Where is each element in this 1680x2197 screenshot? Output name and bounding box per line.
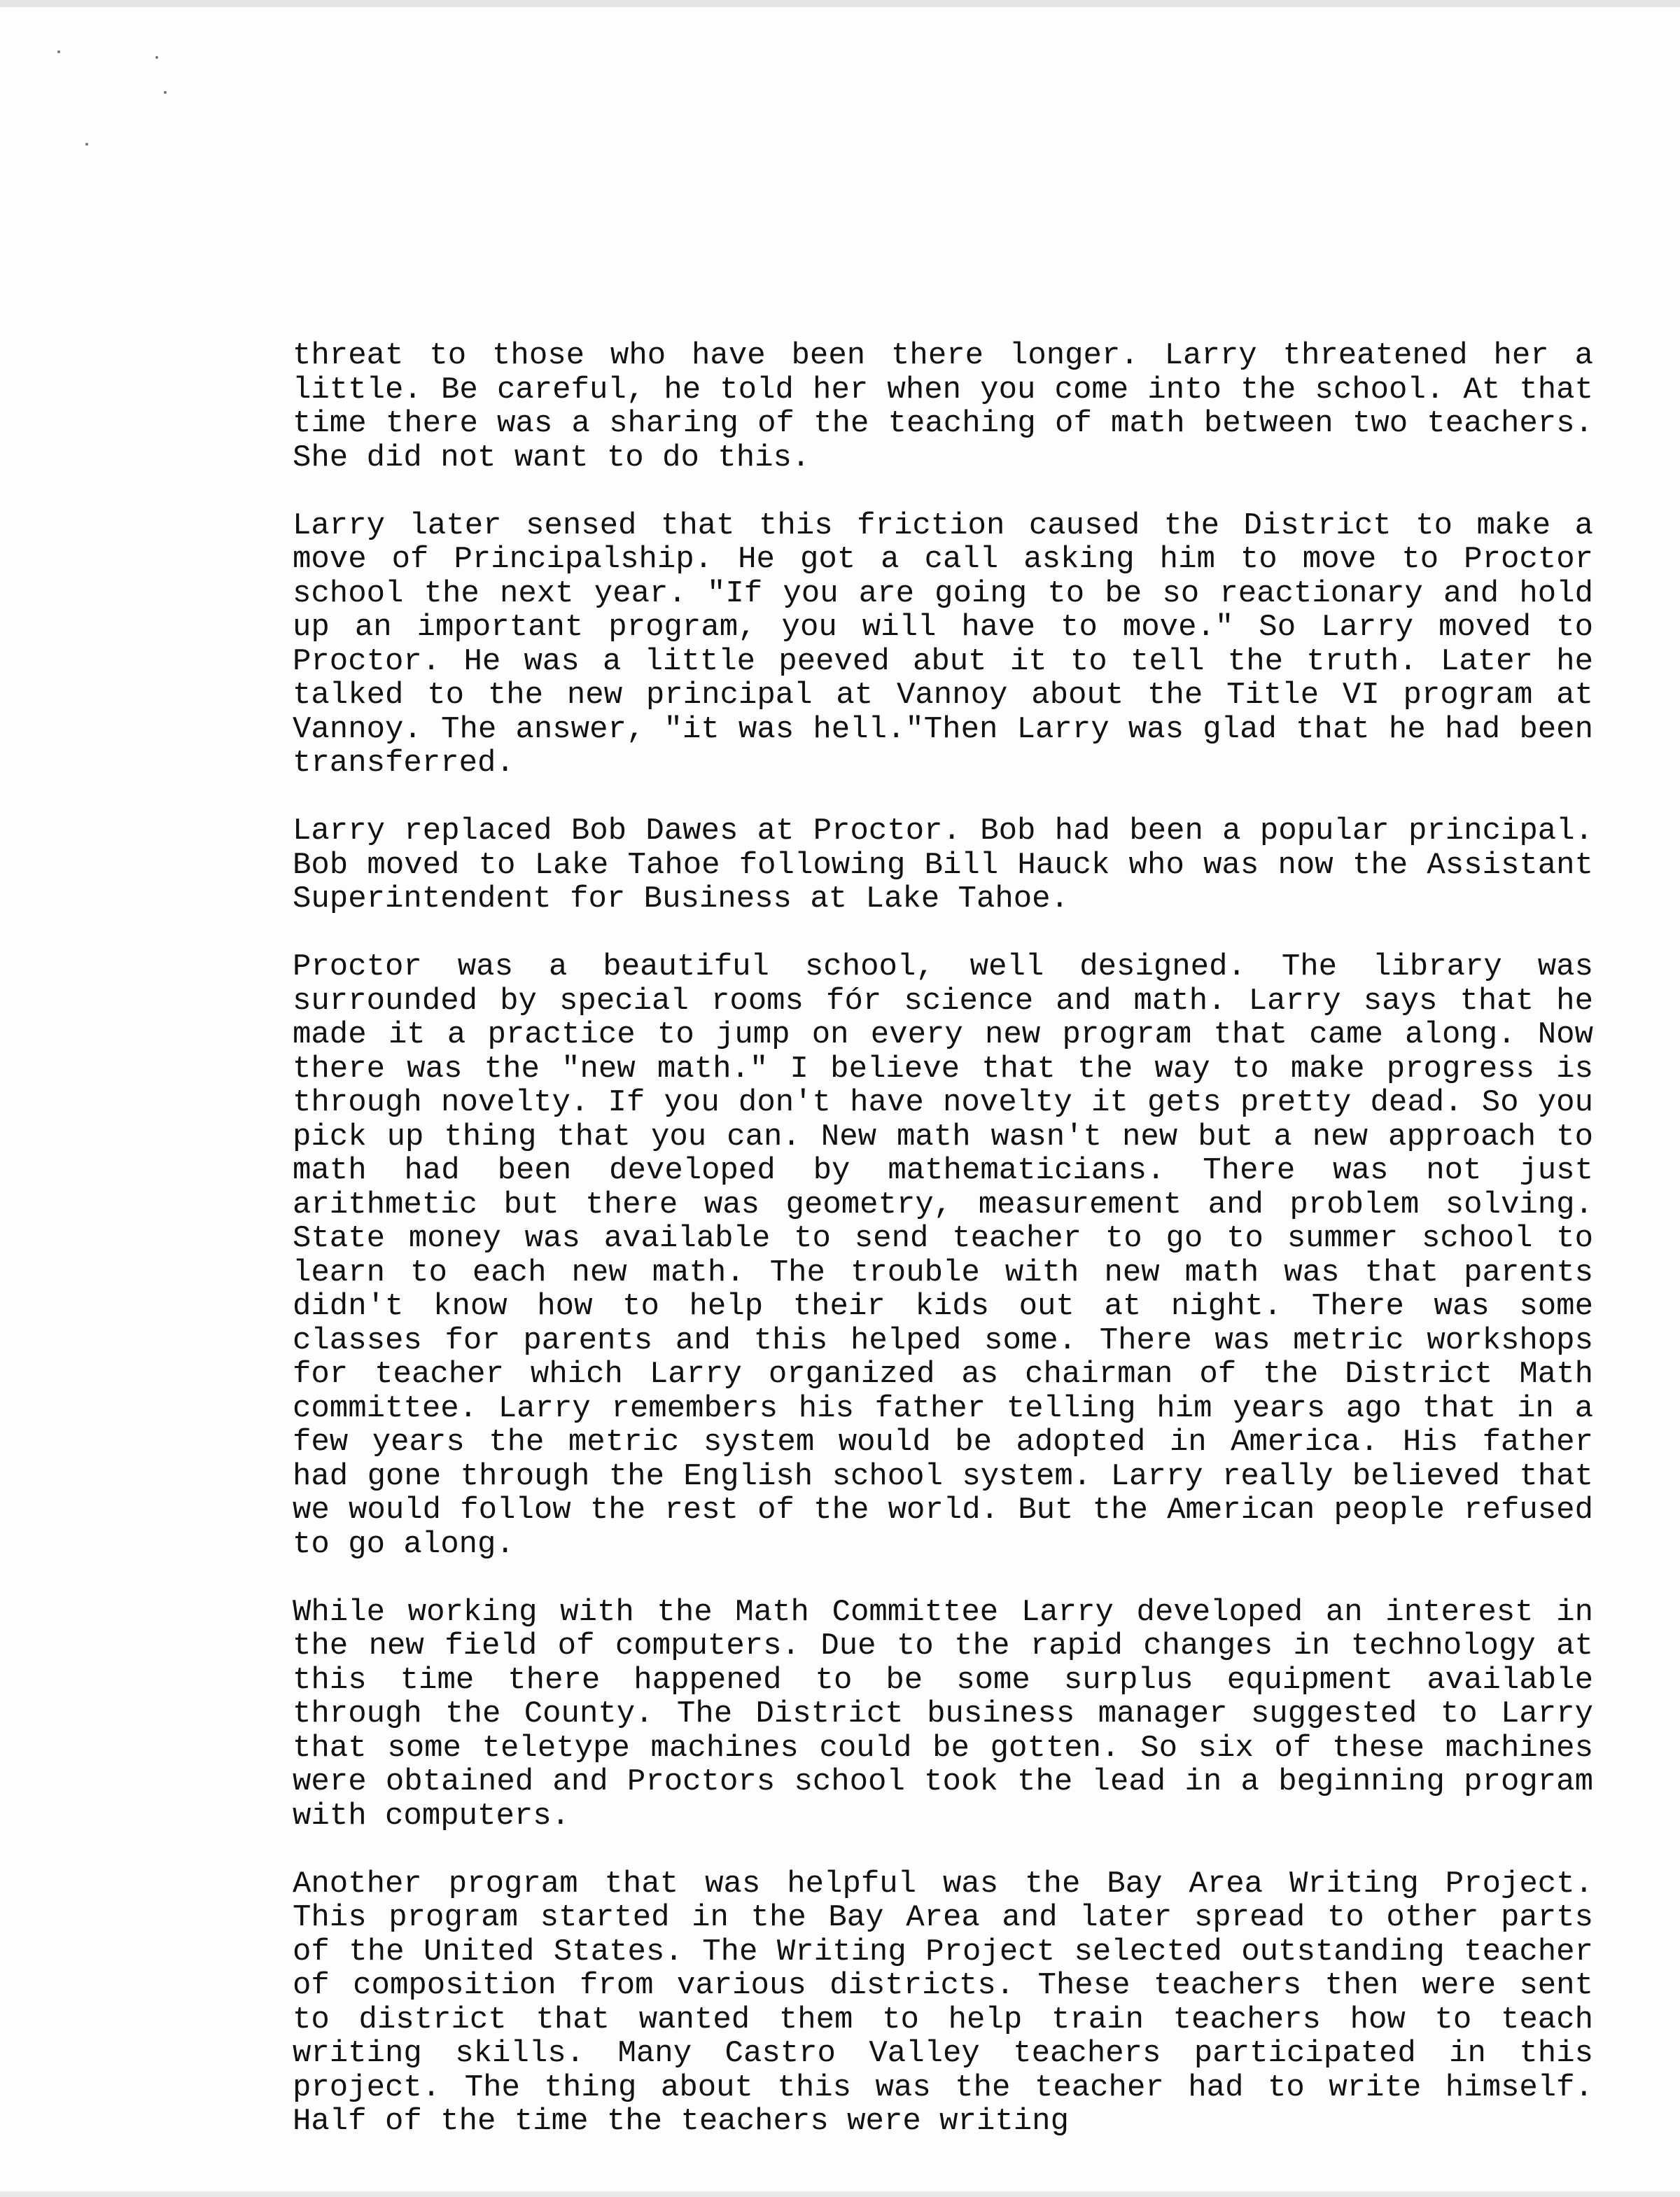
scan-speck bbox=[164, 91, 167, 94]
paragraph-6: Another program that was helpful was the Bay Area Writing Project. This program started in the Bay Area and later spread to other parts of the United States. The Writing Project selected outstanding teacher of composition from various districts. These teachers then were sent to district that wanted them to help train teachers how to teach writing skills. Many Castro Valley teachers participated in this project. The thing about this was the teacher had to write himself. Half of the time the teachers were writing bbox=[293, 1866, 1593, 2139]
document-body bbox=[293, 339, 1593, 2139]
scan-speck bbox=[85, 143, 88, 146]
paragraph-4: Proctor was a beautiful school, well designed. The library was surrounded by special rooms fór science and math. Larry says that he made it a practice to jump on every new program that came along. Now there was the "new math." I believe that the way to make progress is through novelty. If you don't have novelty it gets pretty dead. So you pick up thing that you can. New math wasn't new but a new approach to math had been developed by mathematicians. There was not just arithmetic but there was geometry, measurement and problem solving. State money was available to send teacher to go to summer school to learn to each new math. The trouble with new math was that parents didn't know how to help their kids out at night. There was some classes for parents and this helped some. There was metric workshops for teacher which Larry organized as chairman of the District Math committee. Larry remembers his father telling him years ago that in a few years the metric system would be adopted in America. His father had gone through the English school system. Larry really believed that we would follow the rest of the world. But the American people refused to go along. bbox=[293, 949, 1593, 1562]
paragraph-1: threat to those who have been there longer. Larry threatened her a little. Be careful, he told her when you come into the school. At that time there was a sharing of the teaching of math between two teachers. She did not want to do this. bbox=[293, 338, 1593, 475]
paragraph-5: While working with the Math Committee Larry developed an interest in the new field of computers. Due to the rapid changes in technology at this time there happened to be some surplus equipment available through the County. The District business manager suggested to Larry that some teletype machines could be gotten. So six of these machines were obtained and Proctors school took the lead in a beginning program with computers. bbox=[293, 1594, 1593, 1834]
paragraph-2: Larry later sensed that this friction caused the District to make a move of Principalship. He got a call asking him to move to Proctor school the next year. "If you are going to be so reactionary and hold up an important program, you will have to move." So Larry moved to Proctor. He was a little peeved abut it to tell the truth. Later he talked to the new principal at Vannoy about the Title VI program at Vannoy. The answer, "it was hell."Then Larry was glad that he had been transferred. bbox=[293, 508, 1593, 781]
scan-bottom-edge bbox=[0, 2191, 1680, 2197]
scan-top-edge bbox=[0, 0, 1680, 7]
paragraph-3: Larry replaced Bob Dawes at Proctor. Bob had been a popular principal. Bob moved to Lake Tahoe following Bill Hauck who was now the Assistant Superintendent for Business at Lake Tahoe. bbox=[293, 814, 1593, 916]
scan-speck bbox=[57, 50, 60, 53]
scan-speck bbox=[155, 56, 158, 59]
